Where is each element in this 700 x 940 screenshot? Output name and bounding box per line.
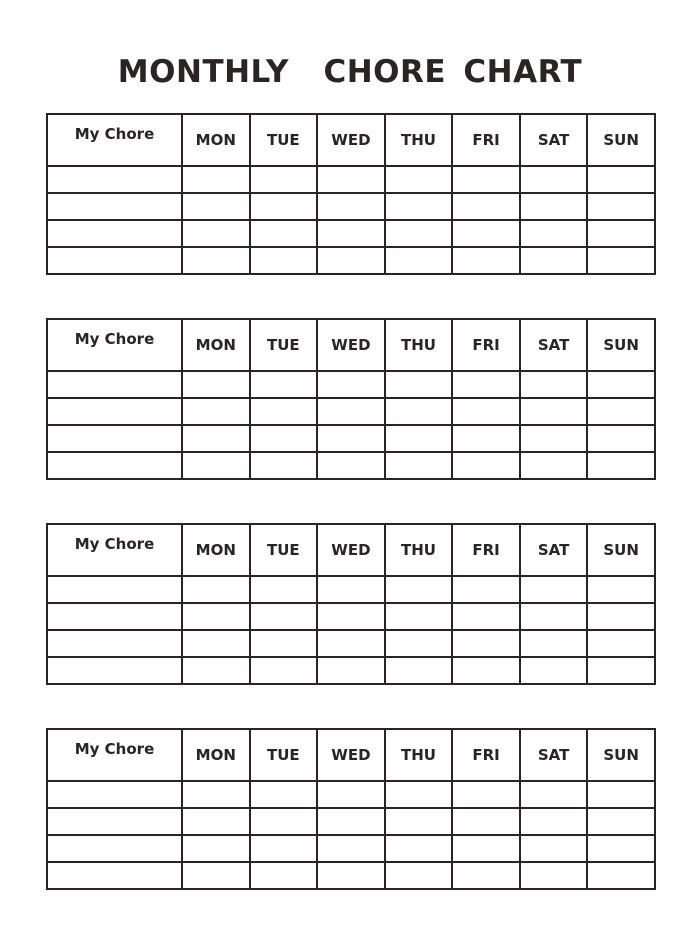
day-cell-sat[interactable] [520,781,588,808]
day-cell-wed[interactable] [317,808,385,835]
day-cell-thu[interactable] [385,398,453,425]
day-cell-sat[interactable] [520,193,588,220]
day-cell-sun[interactable] [587,657,655,684]
day-cell-wed[interactable] [317,371,385,398]
chore-cell[interactable] [47,603,182,630]
day-cell-tue[interactable] [250,425,318,452]
day-cell-fri[interactable] [452,425,520,452]
day-cell-mon[interactable] [182,425,250,452]
day-cell-mon[interactable] [182,371,250,398]
day-cell-mon[interactable] [182,781,250,808]
day-cell-mon[interactable] [182,220,250,247]
chore-cell[interactable] [47,657,182,684]
day-header-tue: TUE [250,114,318,166]
table-row [47,193,655,220]
page-title: MONTHLY CHORE CHART [117,54,583,90]
table-row [47,862,655,889]
day-cell-mon[interactable] [182,452,250,479]
table-row [47,371,655,398]
day-cell-wed[interactable] [317,781,385,808]
day-cell-sat[interactable] [520,808,588,835]
day-cell-sat[interactable] [520,603,588,630]
day-cell-thu[interactable] [385,425,453,452]
day-cell-wed[interactable] [317,220,385,247]
chore-cell[interactable] [47,835,182,862]
day-cell-tue[interactable] [250,603,318,630]
chore-cell[interactable] [47,193,182,220]
day-header-thu: THU [385,114,453,166]
day-cell-fri[interactable] [452,398,520,425]
day-cell-sat[interactable] [520,657,588,684]
chore-table-1 [46,113,656,275]
day-cell-fri[interactable] [452,220,520,247]
day-cell-sat[interactable] [520,835,588,862]
chore-cell[interactable] [47,862,182,889]
day-cell-tue[interactable] [250,630,318,657]
day-cell-mon[interactable] [182,166,250,193]
day-header-fri: FRI [452,114,520,166]
day-cell-mon[interactable] [182,398,250,425]
day-cell-mon[interactable] [182,808,250,835]
day-header-fri: FRI [452,524,520,576]
day-cell-thu[interactable] [385,371,453,398]
day-cell-sun[interactable] [587,603,655,630]
table-row [47,630,655,657]
day-cell-mon[interactable] [182,193,250,220]
day-cell-thu[interactable] [385,166,453,193]
day-cell-fri[interactable] [452,603,520,630]
chore-cell[interactable] [47,166,182,193]
day-cell-tue[interactable] [250,576,318,603]
day-cell-mon[interactable] [182,862,250,889]
day-cell-sat[interactable] [520,220,588,247]
day-cell-wed[interactable] [317,576,385,603]
day-cell-wed[interactable] [317,603,385,630]
day-cell-sun[interactable] [587,452,655,479]
header-row [47,114,655,166]
day-header-fri: FRI [452,729,520,781]
day-cell-wed[interactable] [317,166,385,193]
chore-cell[interactable] [47,398,182,425]
day-cell-sun[interactable] [587,371,655,398]
table-row [47,247,655,274]
day-cell-fri[interactable] [452,781,520,808]
chore-column-header: My Chore [47,319,182,371]
header-row [47,524,655,576]
chore-column-header: My Chore [47,114,182,166]
day-cell-fri[interactable] [452,166,520,193]
day-cell-thu[interactable] [385,630,453,657]
day-cell-fri[interactable] [452,862,520,889]
day-cell-wed[interactable] [317,398,385,425]
day-header-thu: THU [385,524,453,576]
day-cell-sun[interactable] [587,630,655,657]
chore-table-4 [46,728,656,890]
day-cell-fri[interactable] [452,835,520,862]
chore-column-header: My Chore [47,524,182,576]
day-cell-sat[interactable] [520,576,588,603]
day-cell-mon[interactable] [182,630,250,657]
day-header-wed: WED [317,319,385,371]
day-header-mon: MON [182,319,250,371]
table-row [47,835,655,862]
chore-cell[interactable] [47,452,182,479]
day-cell-tue[interactable] [250,166,318,193]
day-cell-wed[interactable] [317,862,385,889]
day-cell-thu[interactable] [385,247,453,274]
table-row [47,452,655,479]
day-header-thu: THU [385,729,453,781]
day-cell-sun[interactable] [587,862,655,889]
day-cell-wed[interactable] [317,247,385,274]
table-row [47,576,655,603]
day-cell-wed[interactable] [317,193,385,220]
chore-cell[interactable] [47,781,182,808]
day-header-sat: SAT [520,319,588,371]
day-header-sun: SUN [587,114,655,166]
day-header-sat: SAT [520,114,588,166]
day-header-thu: THU [385,319,453,371]
day-cell-mon[interactable] [182,603,250,630]
chore-cell[interactable] [47,630,182,657]
day-cell-fri[interactable] [452,452,520,479]
day-cell-tue[interactable] [250,781,318,808]
day-cell-wed[interactable] [317,630,385,657]
day-cell-sat[interactable] [520,630,588,657]
day-header-tue: TUE [250,319,318,371]
table-row [47,398,655,425]
day-cell-fri[interactable] [452,630,520,657]
day-cell-wed[interactable] [317,452,385,479]
day-cell-sun[interactable] [587,166,655,193]
table-row [47,808,655,835]
day-cell-fri[interactable] [452,576,520,603]
day-cell-sun[interactable] [587,220,655,247]
day-cell-sun[interactable] [587,398,655,425]
day-cell-sat[interactable] [520,862,588,889]
day-cell-tue[interactable] [250,371,318,398]
day-cell-sun[interactable] [587,835,655,862]
day-header-wed: WED [317,114,385,166]
day-cell-tue[interactable] [250,398,318,425]
day-cell-wed[interactable] [317,425,385,452]
day-cell-fri[interactable] [452,247,520,274]
day-cell-tue[interactable] [250,452,318,479]
day-header-sat: SAT [520,524,588,576]
day-cell-tue[interactable] [250,657,318,684]
day-header-mon: MON [182,524,250,576]
chore-cell[interactable] [47,425,182,452]
table-row [47,425,655,452]
day-cell-thu[interactable] [385,193,453,220]
day-cell-tue[interactable] [250,835,318,862]
day-cell-wed[interactable] [317,835,385,862]
day-cell-sun[interactable] [587,576,655,603]
chore-column-header: My Chore [47,729,182,781]
header-row [47,729,655,781]
day-header-sat: SAT [520,729,588,781]
day-cell-sun[interactable] [587,781,655,808]
day-header-mon: MON [182,729,250,781]
day-cell-thu[interactable] [385,657,453,684]
day-cell-thu[interactable] [385,835,453,862]
day-cell-thu[interactable] [385,220,453,247]
day-cell-sat[interactable] [520,452,588,479]
day-cell-thu[interactable] [385,603,453,630]
table-row [47,166,655,193]
day-cell-fri[interactable] [452,657,520,684]
table-row [47,781,655,808]
day-header-sun: SUN [587,729,655,781]
day-cell-sat[interactable] [520,425,588,452]
chore-cell[interactable] [47,220,182,247]
day-cell-tue[interactable] [250,220,318,247]
day-cell-tue[interactable] [250,193,318,220]
day-header-sun: SUN [587,524,655,576]
day-cell-tue[interactable] [250,247,318,274]
day-cell-tue[interactable] [250,862,318,889]
day-cell-sat[interactable] [520,166,588,193]
day-header-wed: WED [317,524,385,576]
day-cell-thu[interactable] [385,781,453,808]
chore-cell[interactable] [47,576,182,603]
day-cell-mon[interactable] [182,657,250,684]
day-cell-sat[interactable] [520,247,588,274]
day-cell-mon[interactable] [182,835,250,862]
day-cell-sun[interactable] [587,425,655,452]
day-cell-wed[interactable] [317,657,385,684]
day-cell-mon[interactable] [182,576,250,603]
day-cell-mon[interactable] [182,247,250,274]
chore-cell[interactable] [47,808,182,835]
day-cell-tue[interactable] [250,808,318,835]
day-header-tue: TUE [250,729,318,781]
day-cell-thu[interactable] [385,576,453,603]
day-cell-sun[interactable] [587,247,655,274]
chore-cell[interactable] [47,371,182,398]
header-row [47,319,655,371]
day-cell-sun[interactable] [587,808,655,835]
day-cell-fri[interactable] [452,808,520,835]
chore-table-3 [46,523,656,685]
day-cell-fri[interactable] [452,371,520,398]
day-cell-sat[interactable] [520,371,588,398]
table-row [47,220,655,247]
day-header-sun: SUN [587,319,655,371]
day-header-fri: FRI [452,319,520,371]
table-row [47,657,655,684]
day-cell-thu[interactable] [385,808,453,835]
day-cell-thu[interactable] [385,862,453,889]
day-header-wed: WED [317,729,385,781]
day-cell-sun[interactable] [587,193,655,220]
chore-cell[interactable] [47,247,182,274]
day-cell-thu[interactable] [385,452,453,479]
day-cell-fri[interactable] [452,193,520,220]
day-header-mon: MON [182,114,250,166]
day-header-tue: TUE [250,524,318,576]
chore-table-2 [46,318,656,480]
table-row [47,603,655,630]
day-cell-sat[interactable] [520,398,588,425]
